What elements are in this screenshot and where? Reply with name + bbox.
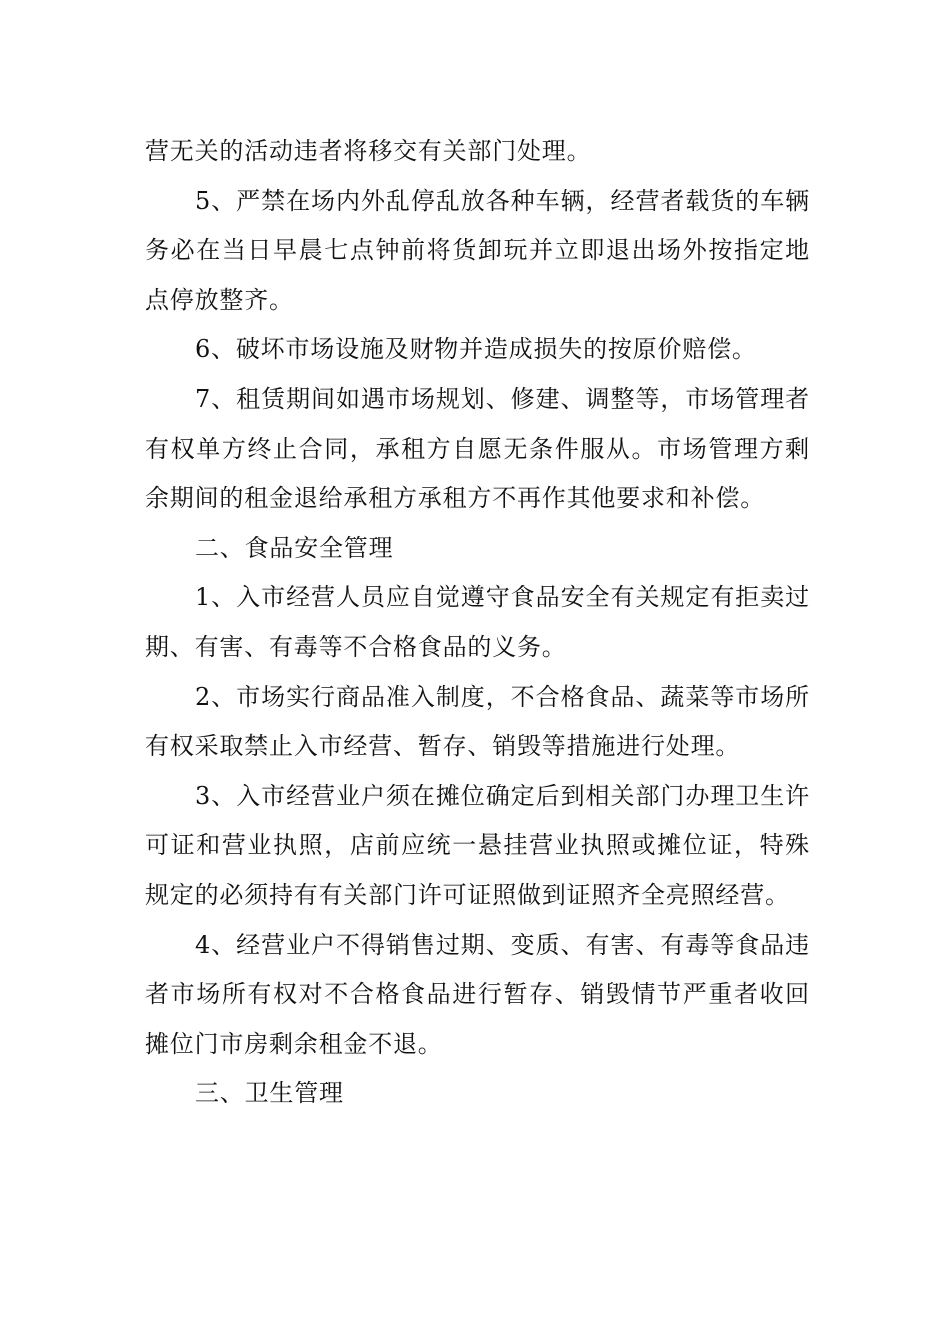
paragraph-food-item-1: 1、入市经营人员应自觉遵守食品安全有关规定有拒卖过期、有害、有毒等不合格食品的义务。: [145, 583, 810, 661]
document-body: [145, 127, 810, 1119]
paragraph-food-item-2: 2、市场实行商品准入制度，不合格食品、蔬菜等市场所有权采取禁止入市经营、暂存、销毁等措施进行处理。: [145, 682, 810, 761]
paragraph-item-5: 5、严禁在场内外乱停乱放各种车辆，经营者载货的车辆务必在当日早晨七点钟前将货卸玩并立即退出场外按指定地点停放整齐。: [145, 186, 810, 314]
section-heading-food-safety: 二、食品安全管理: [195, 533, 394, 562]
paragraph-item-7: 7、租赁期间如遇市场规划、修建、调整等，市场管理者有权单方终止合同，承租方自愿无条件服从。市场管理方剩余期间的租金退给承租方承租方不再作其他要求和补偿。: [145, 384, 810, 513]
section-heading-hygiene: 三、卫生管理: [195, 1079, 344, 1108]
paragraph-continuation: 营无关的活动违者将移交有关部门处理。: [145, 137, 592, 165]
paragraph-food-item-3: 3、入市经营业户须在摊位确定后到相关部门办理卫生许可证和营业执照，店前应统一悬挂营业执照或摊位证，特殊规定的必须持有有关部门许可证照做到证照齐全亮照经营。: [145, 781, 810, 909]
paragraph-food-item-4: 4、经营业户不得销售过期、变质、有害、有毒等食品违者市场所有权对不合格食品进行暂存、销毁情节严重者收回摊位门市房剩余租金不退。: [145, 930, 810, 1058]
paragraph-item-6: 6、破坏市场设施及财物并造成损失的按原价赔偿。: [195, 335, 757, 364]
